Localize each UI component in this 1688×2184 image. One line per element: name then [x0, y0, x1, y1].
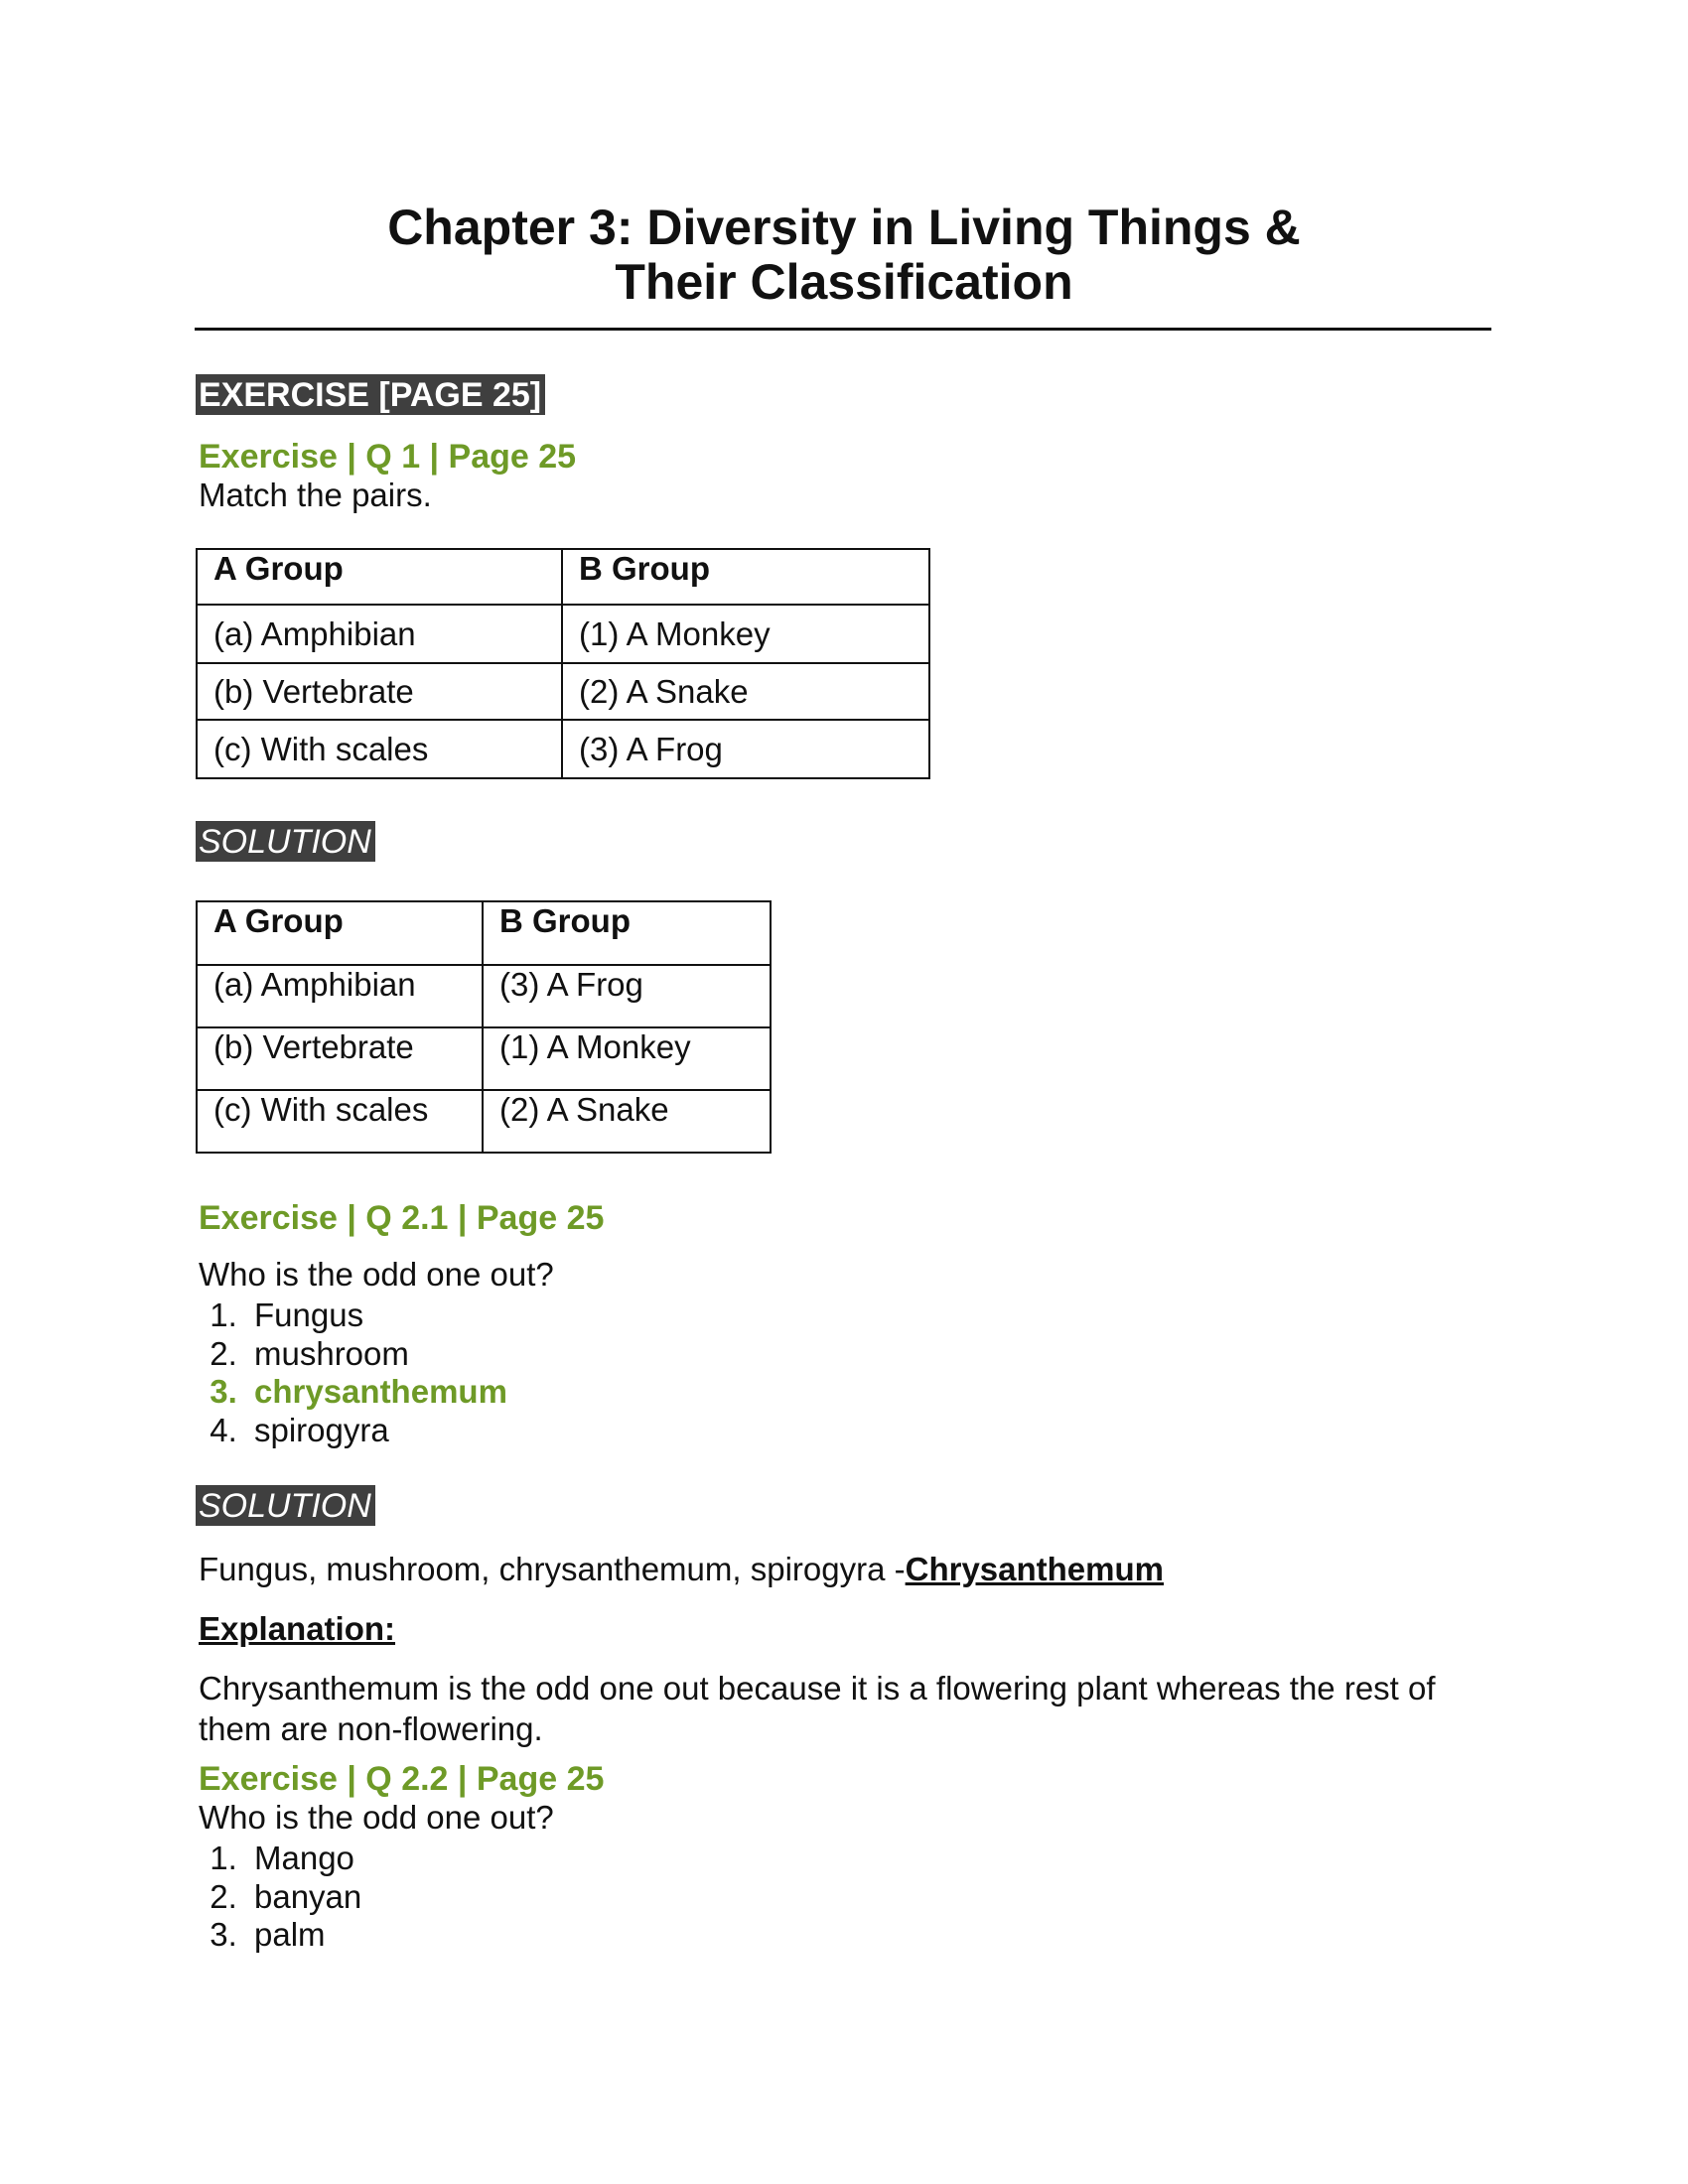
table-cell: (a) Amphibian: [197, 605, 562, 663]
q1-solution-label: SOLUTION: [196, 821, 375, 862]
q2-1-solution-label: SOLUTION: [196, 1485, 375, 1526]
explanation-text: Chrysanthemum is the odd one out because it is a flowering plant whereas the rest of them are non-flowering.: [199, 1670, 1436, 1747]
exercise-banner: EXERCISE [PAGE 25]: [196, 374, 545, 415]
q1-match-table: [196, 548, 930, 779]
table-cell: (3) A Frog: [562, 720, 929, 778]
list-item: 3. palm: [246, 1916, 361, 1955]
q2-1-prompt: Who is the odd one out?: [199, 1256, 554, 1293]
table-cell: (c) With scales: [197, 720, 562, 778]
q2-2-options-list: [147, 1840, 361, 1955]
table-header-a: A Group: [197, 549, 562, 605]
list-item: 4. spirogyra: [246, 1412, 507, 1450]
table-cell: (3) A Frog: [483, 965, 771, 1027]
table-cell: (1) A Monkey: [483, 1027, 771, 1090]
q2-2-heading[interactable]: Exercise | Q 2.2 | Page 25: [199, 1760, 605, 1798]
list-item: 1. Mango: [246, 1840, 361, 1878]
table-cell: (a) Amphibian: [197, 965, 483, 1027]
list-item: 1. Fungus: [246, 1297, 507, 1335]
list-item: 2. mushroom: [246, 1335, 507, 1374]
q2-1-heading[interactable]: Exercise | Q 2.1 | Page 25: [199, 1199, 605, 1237]
table-header-b: B Group: [562, 549, 929, 605]
q2-1-options-list: [147, 1297, 507, 1449]
answer-prefix: Fungus, mushroom, chrysanthemum, spirogyra -: [199, 1551, 906, 1587]
q1-prompt: Match the pairs.: [199, 477, 432, 513]
table-cell: (1) A Monkey: [562, 605, 929, 663]
table-header-a: A Group: [197, 901, 483, 965]
q2-2-prompt: Who is the odd one out?: [199, 1799, 554, 1836]
chapter-title-line-2: Their Classification: [615, 254, 1073, 310]
list-item: 2. banyan: [246, 1878, 361, 1917]
chapter-title-line-1: Chapter 3: Diversity in Living Things &: [387, 200, 1301, 255]
q1-solution-table: [196, 900, 772, 1154]
q1-heading[interactable]: Exercise | Q 1 | Page 25: [199, 438, 577, 476]
table-cell: (b) Vertebrate: [197, 663, 562, 720]
q2-1-answer-line: [199, 1550, 1164, 1589]
list-item-highlighted: 3. chrysanthemum: [246, 1373, 507, 1412]
explanation-label: Explanation:: [199, 1610, 396, 1647]
title-divider: [195, 328, 1491, 331]
answer-word: Chrysanthemum: [905, 1551, 1164, 1587]
table-cell: (c) With scales: [197, 1090, 483, 1153]
table-cell: (2) A Snake: [562, 663, 929, 720]
table-header-b: B Group: [483, 901, 771, 965]
table-cell: (b) Vertebrate: [197, 1027, 483, 1090]
table-cell: (2) A Snake: [483, 1090, 771, 1153]
